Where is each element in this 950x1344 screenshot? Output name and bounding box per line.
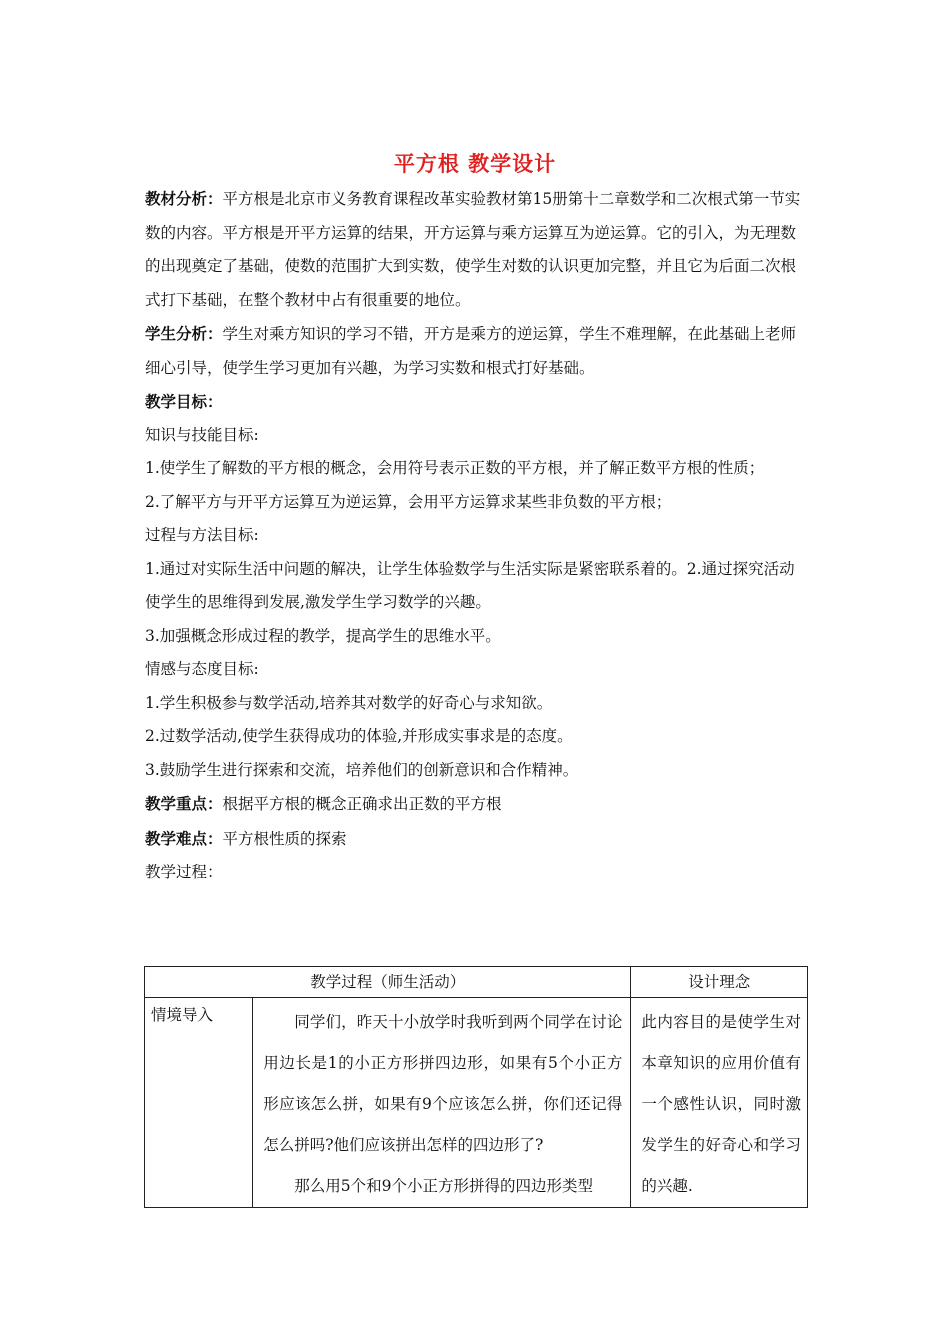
student-analysis-text: 学生对乘方知识的学习不错，开方是乘方的逆运算，学生不难理解，在此基础上老师细心引导，使学生学习更加有兴趣，为学习实数和根式打好基础。 [145,325,797,377]
process-heading: 过程与方法目标: [145,526,259,544]
goals-heading: 教学目标： [145,392,223,411]
emotion-goal-2: 2.过数学活动,使学生获得成功的体验,并形成实事求是的态度。 [145,727,573,745]
emotion-goal-1: 1.学生积极参与数学活动,培养其对数学的好奇心与求知欲。 [145,693,553,712]
activity-paragraph-1: 同学们，昨天十小放学时我听到两个同学在讨论用边长是1的小正方形拼四边形，如果有5个小正方形应该怎么拼，如果有9个应该怎么拼，你们还记得怎么拼吗?他们应该拼出怎样的四边形了? [263,1013,623,1154]
activity-paragraph-2: 那么用5个和9个小正方形拼得的四边形类型 [294,1177,593,1195]
stage-cell: 情境导入 [145,998,253,1208]
key-point-text: 根据平方根的概念正确求出正数的平方根 [222,795,502,813]
difficulty-label: 教学难点： [145,828,223,848]
table-header-row [145,967,808,998]
knowledge-goal-2: 2.了解平方与开平方运算互为逆运算，会用平方运算求某些非负数的平方根； [145,492,672,511]
material-analysis-paragraph [145,182,810,317]
page-title: 平方根 教学设计 [393,152,557,176]
difficulty-text: 平方根性质的探索 [222,829,347,848]
knowledge-heading: 知识与技能目标: [145,425,259,444]
emotion-goal-3: 3.鼓励学生进行探索和交流，培养他们的创新意识和合作精神。 [145,760,579,779]
process-goal-1: 1.通过对实际生活中问题的解决，让学生体验数学与生活实际是紧密联系着的。2.通过探究活动使学生的思维得到发展,激发学生学习数学的兴趣。 [145,559,795,611]
document-body [145,182,810,890]
emotion-heading: 情感与态度目标: [145,660,259,678]
design-cell: 此内容目的是使学生对本章知识的应用价值有一个感性认识，同时激发学生的好奇心和学习的兴趣. [631,998,808,1208]
student-analysis-paragraph [145,317,810,385]
difficulty-paragraph [145,822,810,857]
process-goal-2: 3.加强概念形成过程的教学，提高学生的思维水平。 [145,626,501,645]
key-point-label: 教学重点： [145,794,223,813]
table-row [145,998,808,1208]
lesson-process-table [144,966,808,1208]
process-label: 教学过程： [145,863,223,881]
activity-cell [253,998,631,1208]
header-design: 设计理念 [631,967,808,998]
knowledge-goal-1: 1.使学生了解数的平方根的概念，会用符号表示正数的平方根，并了解正数平方根的性质； [145,459,765,477]
student-analysis-label: 学生分析： [145,324,223,343]
header-process: 教学过程（师生活动） [145,967,631,998]
material-analysis-label: 教材分析： [145,189,223,208]
key-point-paragraph [145,787,810,822]
material-analysis-text: 平方根是北京市义务教育课程改革实验教材第15册第十二章数学和二次根式第一节实数的内容。平方根是开平方运算的结果，开方运算与乘方运算互为逆运算。它的引入，为无理数的出现奠定了基础，使数的范围扩大到实数，使学生对数的认识更加完整，并且它为后面二次根式打下基础，在整个教材中占有很重要的地位。 [145,190,801,309]
